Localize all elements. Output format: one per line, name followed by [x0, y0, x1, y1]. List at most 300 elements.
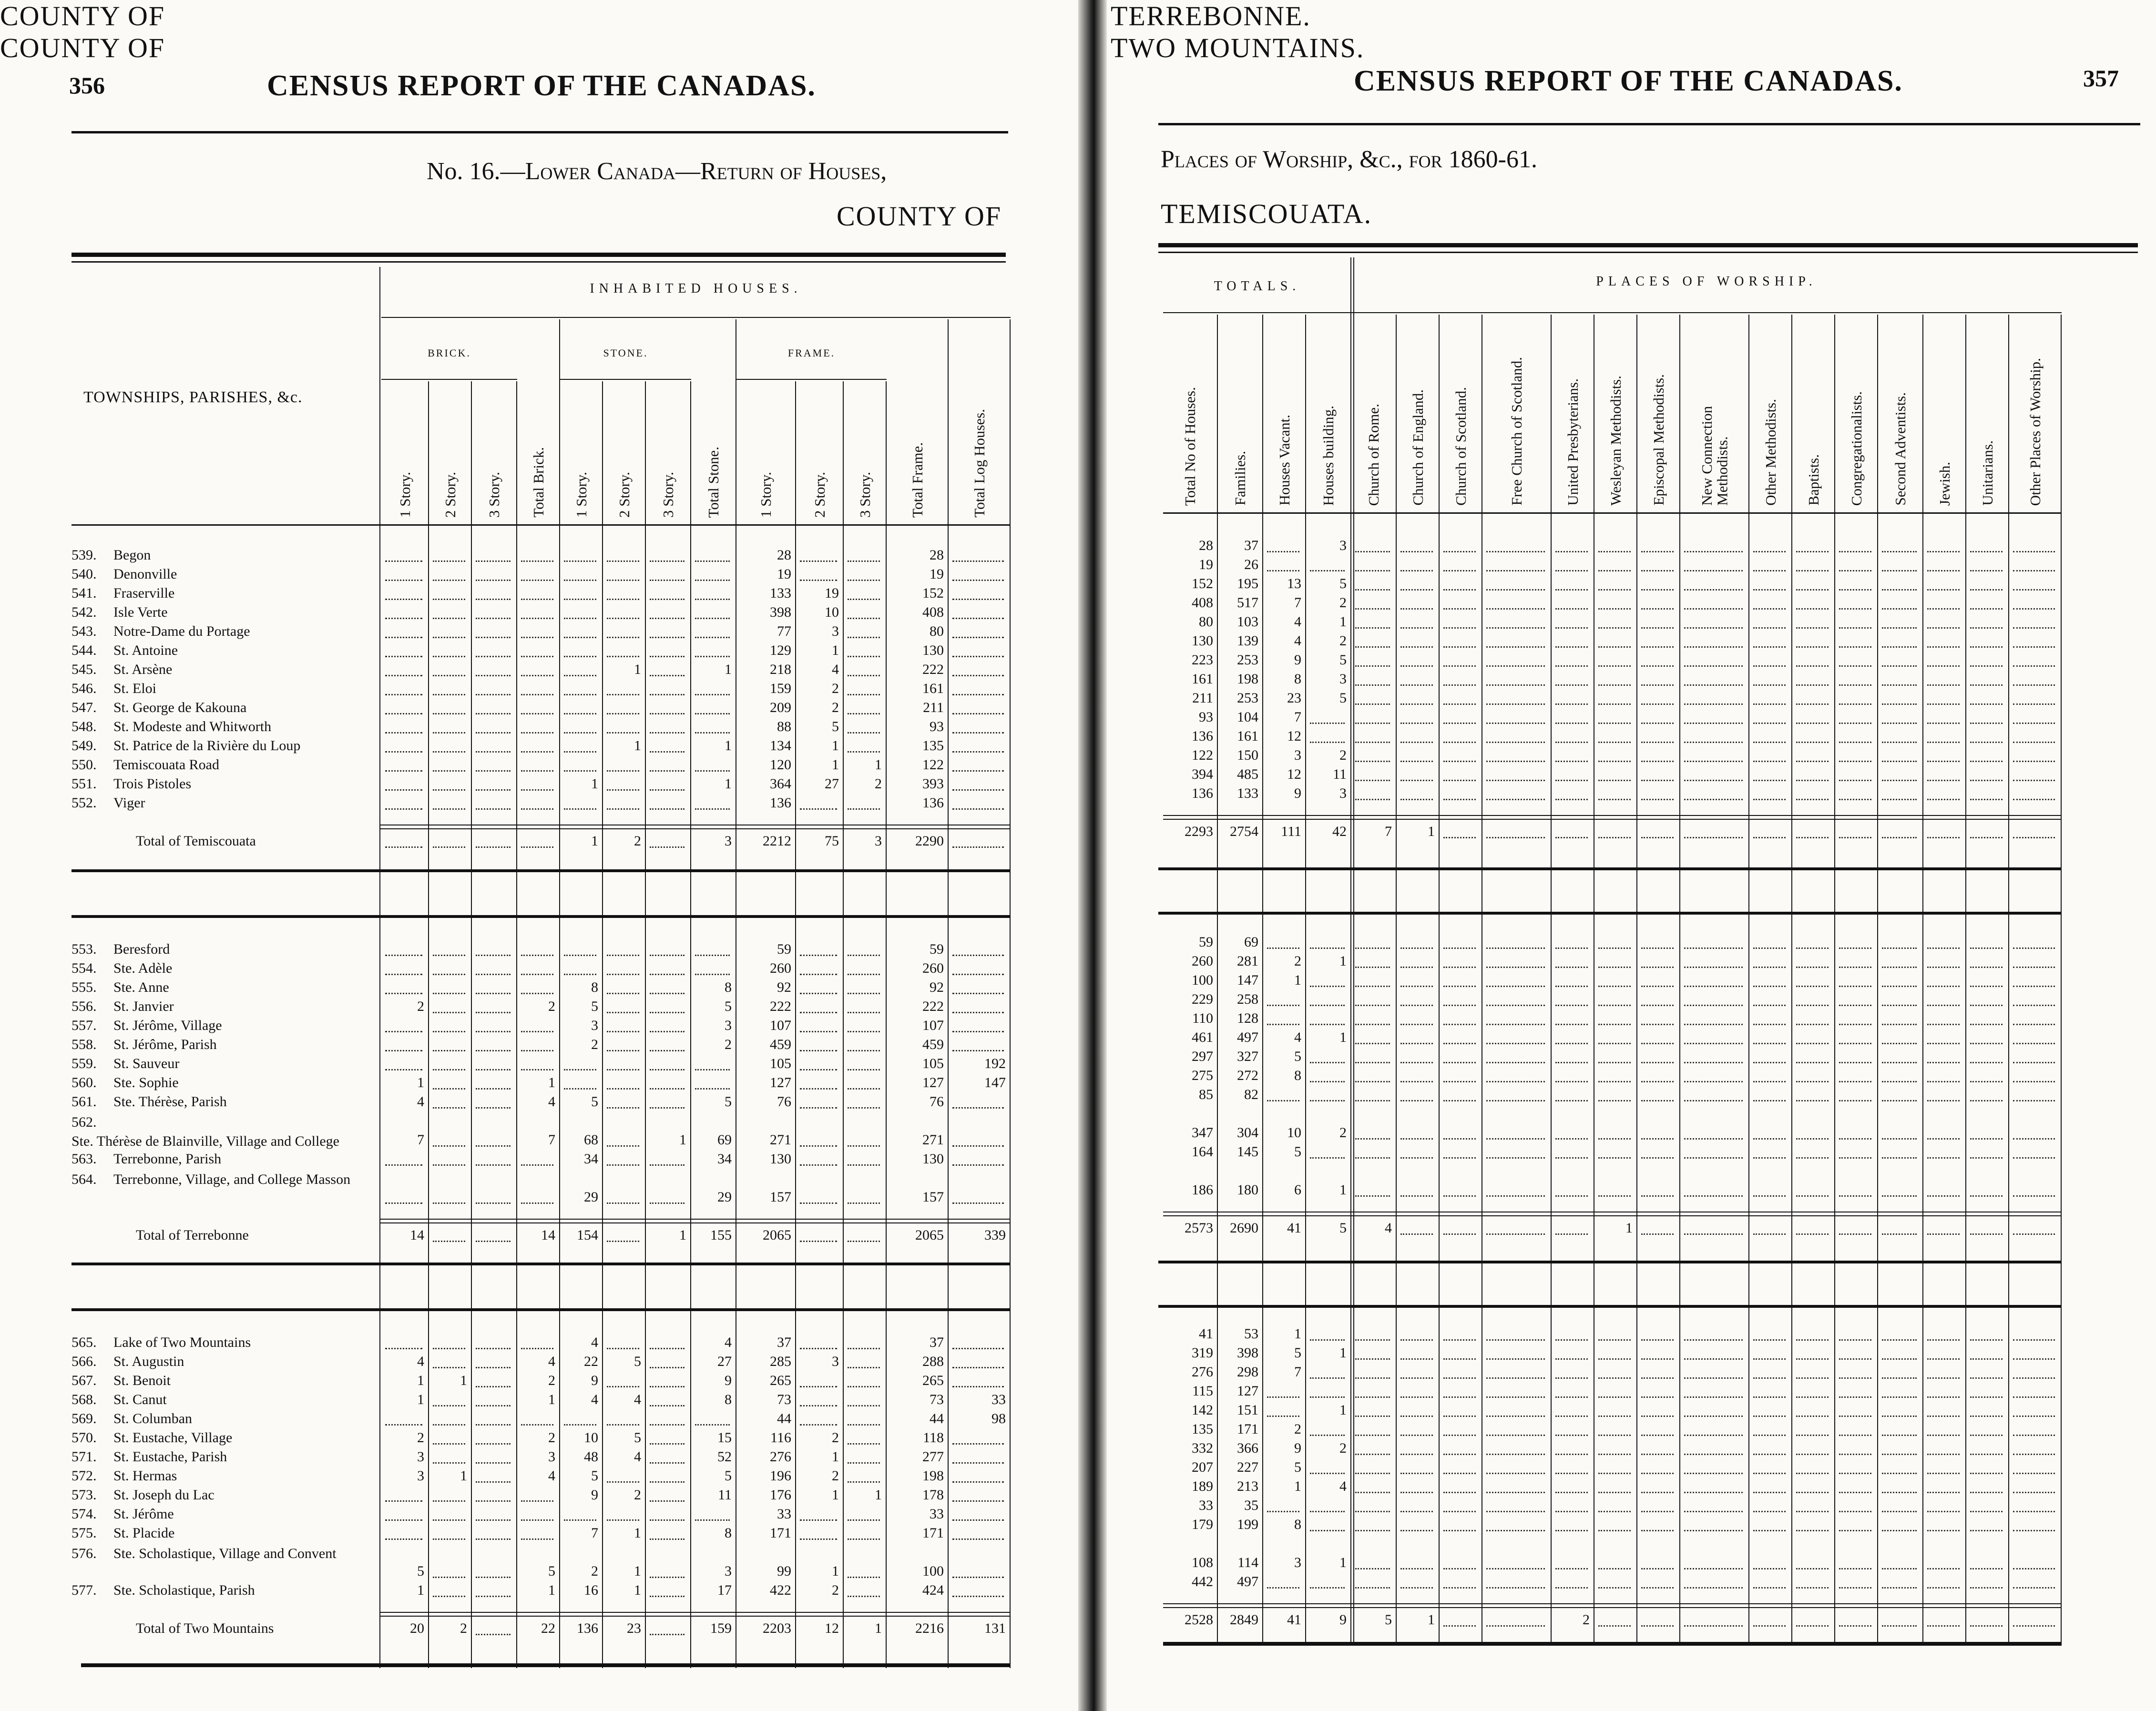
- row-number-1-11: 564.: [72, 1171, 97, 1187]
- cell-2-6-4: 48: [584, 1449, 598, 1465]
- rblank-1-8-12: [1753, 1100, 1786, 1101]
- rblank-2-1-15: [1882, 1358, 1917, 1360]
- rblank-1-4-6: [1443, 1024, 1476, 1025]
- rblank-1-8-11: [1684, 1100, 1743, 1101]
- rblank-2-11-6: [1443, 1568, 1476, 1569]
- rblank-0-3-4: [1355, 608, 1390, 610]
- blank-2-4-6: [650, 1424, 685, 1426]
- rblank-0-9-13: [1796, 723, 1829, 724]
- cell-1-9-7: 69: [717, 1132, 732, 1148]
- rtotal-blank-0-10: [1641, 837, 1674, 838]
- row-label-2-5: [72, 1430, 377, 1446]
- rblank-2-1-9: [1598, 1358, 1631, 1360]
- rblank-2-12-5: [1400, 1587, 1433, 1589]
- rtotal-blank-0-12: [1753, 837, 1786, 838]
- rtotal-blank-2-10: [1641, 1625, 1674, 1627]
- rblank-1-1-7: [1486, 967, 1545, 968]
- rblank-1-3-14: [1839, 1005, 1871, 1006]
- rblank-2-2-15: [1882, 1377, 1917, 1379]
- rblank-2-0-13: [1796, 1339, 1829, 1341]
- rblank-2-8-10: [1641, 1492, 1674, 1493]
- cell-2-1-0: 4: [417, 1354, 424, 1369]
- rblank-1-11-11: [1684, 1195, 1743, 1197]
- rblank-0-13-8: [1555, 799, 1588, 800]
- rcell-2-6-3: 2: [1339, 1440, 1347, 1456]
- rcell-2-0-2: 1: [1294, 1326, 1301, 1342]
- rblank-1-4-10: [1641, 1024, 1674, 1025]
- rblank-0-1-12: [1753, 570, 1786, 571]
- blank-2-8-3: [521, 1500, 553, 1502]
- blank-2-8-2: [476, 1500, 511, 1502]
- cell-2-11-7: 3: [725, 1563, 732, 1579]
- rcell-0-6-2: 9: [1294, 652, 1301, 668]
- blank-0-11-7: [695, 770, 730, 772]
- rblank-0-13-12: [1753, 799, 1786, 800]
- rblank-0-0-2: [1267, 551, 1299, 552]
- blank-1-5-0: [385, 1050, 422, 1051]
- blank-0-3-5: [607, 618, 639, 619]
- total-cell-0-8: 2212: [763, 833, 791, 849]
- rblank-1-8-18: [2013, 1100, 2055, 1101]
- total-blank-0-2: [476, 846, 511, 848]
- rblank-1-1-9: [1598, 967, 1631, 968]
- cell-1-1-11: 260: [922, 960, 944, 976]
- row-label-2-2: [72, 1373, 377, 1389]
- rcell-2-11-3: 1: [1339, 1555, 1347, 1570]
- blank-0-4-7: [695, 637, 730, 638]
- blank-1-2-2: [476, 993, 511, 994]
- cell-2-8-10: 1: [875, 1487, 882, 1503]
- rblank-0-9-3: [1310, 723, 1345, 724]
- blank-2-6-2: [476, 1462, 511, 1464]
- rtotal-rule-a-2: [1163, 1603, 2062, 1604]
- rblank-2-5-12: [1753, 1435, 1786, 1436]
- rblank-2-4-18: [2013, 1416, 2055, 1417]
- right-bottom-rule: [1163, 1642, 2062, 1646]
- rblank-1-3-13: [1796, 1005, 1829, 1006]
- row-label-1-4: [72, 1018, 377, 1034]
- rblank-0-12-14: [1839, 780, 1871, 781]
- blank-0-12-1: [433, 789, 465, 791]
- rblank-2-5-15: [1882, 1435, 1917, 1436]
- rtotal-rule-b-2: [1163, 1607, 2062, 1608]
- rblank-1-0-15: [1882, 947, 1917, 949]
- row-number-0-7: 546.: [72, 681, 97, 696]
- rtotal-blank-1-18: [2013, 1233, 2055, 1235]
- rcounty-label-1: TERREBONNE.: [1111, 0, 1311, 31]
- blank-1-0-2: [476, 955, 511, 956]
- cell-1-7-11: 127: [922, 1075, 944, 1090]
- rblank-0-6-18: [2013, 665, 2055, 667]
- row-name-0-5: St. Antoine: [113, 642, 178, 658]
- rcell-0-8-0: 211: [1192, 690, 1213, 706]
- rblank-0-7-15: [1882, 684, 1917, 686]
- rblank-2-7-14: [1839, 1473, 1871, 1474]
- total-cell-2-7: 159: [710, 1620, 732, 1636]
- rtotal-blank-0-15: [1882, 837, 1917, 838]
- rcell-0-11-2: 3: [1294, 747, 1301, 763]
- rblank-2-2-3: [1310, 1377, 1345, 1379]
- blank-2-10-10: [848, 1538, 880, 1540]
- rblank-2-9-7: [1486, 1511, 1545, 1512]
- blank-2-9-0: [385, 1519, 422, 1521]
- rblank-0-5-17: [1970, 646, 2003, 648]
- group-rule: [381, 317, 1011, 318]
- rblank-1-0-13: [1796, 947, 1829, 949]
- rblank-2-8-13: [1796, 1492, 1829, 1493]
- rblank-0-6-16: [1927, 665, 1960, 667]
- rcell-0-10-2: 12: [1287, 728, 1301, 744]
- rtotal-cell-1-4: 4: [1385, 1220, 1392, 1236]
- rblank-0-11-18: [2013, 761, 2055, 762]
- rblank-1-3-17: [1970, 1005, 2003, 1006]
- rcol-header-7: [1482, 319, 1552, 506]
- total-blank-0-1: [433, 846, 465, 848]
- blank-0-3-10: [848, 618, 880, 619]
- blank-0-5-6: [650, 656, 685, 657]
- cell-2-0-11: 37: [930, 1334, 944, 1350]
- cell-0-1-11: 19: [930, 566, 944, 582]
- blank-0-9-12: [952, 732, 1004, 733]
- rcell-2-5-1: 171: [1237, 1421, 1258, 1437]
- row-label-0-12: [72, 776, 377, 792]
- blank-2-3-10: [848, 1405, 880, 1406]
- rblank-1-10-18: [2013, 1157, 2055, 1159]
- rblank-2-1-12: [1753, 1358, 1786, 1360]
- row-label-2-9: [72, 1506, 377, 1522]
- rblank-2-4-16: [1927, 1416, 1960, 1417]
- rblank-0-11-12: [1753, 761, 1786, 762]
- cell-2-11-4: 2: [591, 1563, 598, 1579]
- blank-0-9-2: [476, 732, 511, 733]
- blank-0-5-0: [385, 656, 422, 657]
- cell-2-6-5: 4: [634, 1449, 641, 1465]
- cell-0-1-8: 19: [777, 566, 791, 582]
- rblank-2-0-6: [1443, 1339, 1476, 1341]
- rblank-0-11-9: [1598, 761, 1631, 762]
- rblank-0-5-13: [1796, 646, 1829, 648]
- rblank-0-11-14: [1839, 761, 1871, 762]
- rblank-2-11-11: [1684, 1568, 1743, 1569]
- cell-2-11-11: 100: [922, 1563, 944, 1579]
- rblank-2-6-8: [1555, 1454, 1588, 1455]
- rblank-1-4-15: [1882, 1024, 1917, 1025]
- rblank-2-7-15: [1882, 1473, 1917, 1474]
- rblank-0-2-4: [1355, 589, 1390, 591]
- blank-1-4-0: [385, 1031, 422, 1032]
- blank-1-2-0: [385, 993, 422, 994]
- rblank-1-6-5: [1400, 1062, 1433, 1063]
- row-label-1-10: [72, 1151, 377, 1167]
- rblank-0-1-8: [1555, 570, 1588, 571]
- subgroup-stone-rule: [560, 379, 691, 380]
- cell-0-13-11: 136: [922, 795, 944, 811]
- rblank-1-3-9: [1598, 1005, 1631, 1006]
- rblank-2-5-13: [1796, 1435, 1829, 1436]
- row-label-0-13: [72, 795, 377, 811]
- blank-0-11-2: [476, 770, 511, 772]
- blank-2-12-2: [476, 1596, 511, 1597]
- blank-0-7-0: [385, 694, 422, 695]
- col-rule-12: [948, 319, 949, 1668]
- blank-0-2-12: [952, 599, 1004, 600]
- rblank-0-13-10: [1641, 799, 1674, 800]
- rcell-1-11-1: 180: [1237, 1182, 1258, 1198]
- cell-2-1-3: 4: [548, 1354, 555, 1369]
- rblank-0-6-5: [1400, 665, 1433, 667]
- rblank-2-10-5: [1400, 1530, 1433, 1531]
- rblank-0-8-4: [1355, 703, 1390, 705]
- col-header-text-8: 1 Story.: [757, 471, 775, 518]
- row-name-0-2: Fraserville: [113, 585, 175, 601]
- rblank-2-5-6: [1443, 1435, 1476, 1436]
- blank-1-11-1: [433, 1202, 465, 1204]
- blank-1-0-12: [952, 955, 1004, 956]
- blank-0-6-6: [650, 675, 685, 676]
- cell-2-4-12: 98: [991, 1411, 1006, 1426]
- rblank-2-1-8: [1555, 1358, 1588, 1360]
- blank-1-7-4: [564, 1088, 596, 1090]
- rblank-1-1-5: [1400, 967, 1433, 968]
- blank-1-8-10: [848, 1107, 880, 1109]
- blank-2-10-3: [521, 1538, 553, 1540]
- rblank-0-4-12: [1753, 627, 1786, 629]
- blank-2-2-6: [650, 1386, 685, 1387]
- row-name-2-6: St. Eustache, Parish: [113, 1449, 227, 1465]
- cell-2-6-8: 276: [770, 1449, 791, 1465]
- row-number-1-9: 562.: [72, 1114, 97, 1130]
- cell-2-3-11: 73: [930, 1392, 944, 1407]
- rblank-2-10-17: [1970, 1530, 2003, 1531]
- total-blank-2-6: [650, 1634, 685, 1635]
- rblank-0-1-2: [1267, 570, 1299, 571]
- rblank-0-9-9: [1598, 723, 1631, 724]
- cell-2-12-7: 17: [717, 1582, 732, 1598]
- cell-1-11-4: 29: [584, 1189, 598, 1205]
- rcol-header-18: [2009, 319, 2062, 506]
- row-name-2-8: St. Joseph du Lac: [113, 1487, 215, 1503]
- cell-1-8-0: 4: [417, 1094, 424, 1110]
- rcell-0-12-2: 12: [1287, 766, 1301, 782]
- row-name-1-3: St. Janvier: [113, 998, 174, 1014]
- rblank-2-2-6: [1443, 1377, 1476, 1379]
- blank-0-13-5: [607, 808, 639, 810]
- cell-0-0-8: 28: [777, 547, 791, 563]
- blank-0-2-7: [695, 599, 730, 600]
- rblank-0-3-14: [1839, 608, 1871, 610]
- rblank-1-3-10: [1641, 1005, 1674, 1006]
- blank-2-7-5: [607, 1481, 639, 1483]
- rblank-1-11-17: [1970, 1195, 2003, 1197]
- blank-1-6-7: [695, 1069, 730, 1070]
- blank-0-6-2: [476, 675, 511, 676]
- blank-0-3-12: [952, 618, 1004, 619]
- rblank-1-10-17: [1970, 1157, 2003, 1159]
- rblank-1-11-6: [1443, 1195, 1476, 1197]
- blank-2-11-10: [848, 1577, 880, 1578]
- rcol-header-12: [1749, 319, 1792, 506]
- blank-2-6-10: [848, 1462, 880, 1464]
- rblank-2-12-17: [1970, 1587, 2003, 1589]
- running-head-right: CENSUS REPORT OF THE CANADAS.: [1354, 65, 1903, 97]
- rblank-1-10-13: [1796, 1157, 1829, 1159]
- rblank-0-7-8: [1555, 684, 1588, 686]
- cell-2-2-3: 2: [548, 1373, 555, 1388]
- rcell-0-5-1: 139: [1237, 633, 1258, 649]
- blank-2-7-6: [650, 1481, 685, 1483]
- row-label-0-10: [72, 738, 377, 754]
- rblank-0-0-10: [1641, 551, 1674, 552]
- rblank-1-11-16: [1927, 1195, 1960, 1197]
- row-label-2-1: [72, 1354, 377, 1370]
- rblank-1-5-4: [1355, 1043, 1390, 1044]
- blank-0-11-4: [564, 770, 596, 772]
- rblank-2-5-8: [1555, 1435, 1588, 1436]
- blank-1-8-5: [607, 1107, 639, 1109]
- rblank-0-10-7: [1486, 742, 1545, 743]
- blank-0-2-3: [521, 599, 553, 600]
- rcol-header-3: [1306, 319, 1351, 506]
- rblank-1-3-7: [1486, 1005, 1545, 1006]
- rblank-2-6-6: [1443, 1454, 1476, 1455]
- rcell-1-4-0: 110: [1192, 1010, 1213, 1026]
- rblank-0-8-13: [1796, 703, 1829, 705]
- blank-0-2-1: [433, 599, 465, 600]
- rcell-2-7-0: 207: [1192, 1459, 1213, 1475]
- row-number-0-2: 541.: [72, 585, 97, 601]
- blank-2-6-1: [433, 1462, 465, 1464]
- blank-2-5-1: [433, 1443, 465, 1445]
- rblank-2-7-9: [1598, 1473, 1631, 1474]
- blank-2-0-12: [952, 1348, 1004, 1349]
- rcell-2-0-1: 53: [1244, 1326, 1258, 1342]
- cell-0-13-8: 136: [770, 795, 791, 811]
- cell-1-4-7: 3: [725, 1018, 732, 1033]
- rcell-2-1-1: 398: [1237, 1345, 1258, 1361]
- cell-2-2-4: 9: [591, 1373, 598, 1388]
- cell-2-3-12: 33: [991, 1392, 1006, 1407]
- rtotal-blank-2-16: [1927, 1625, 1960, 1627]
- rblank-2-3-18: [2013, 1396, 2055, 1398]
- rtotal-blank-0-17: [1970, 837, 2003, 838]
- rcol-header-6: [1440, 319, 1482, 506]
- rcell-2-11-0: 108: [1192, 1555, 1213, 1570]
- cell-1-11-7: 29: [717, 1189, 732, 1205]
- rblank-1-1-6: [1443, 967, 1476, 968]
- cell-2-1-4: 22: [584, 1354, 598, 1369]
- cell-1-5-8: 459: [770, 1037, 791, 1052]
- blank-0-0-12: [952, 560, 1004, 562]
- running-head-left: CENSUS REPORT OF THE CANADAS.: [267, 70, 816, 102]
- rblank-0-5-8: [1555, 646, 1588, 648]
- blank-2-9-7: [695, 1519, 730, 1521]
- rcell-2-6-2: 9: [1294, 1440, 1301, 1456]
- row-name-1-11: Terrebonne, Village, and College Masson: [113, 1171, 351, 1187]
- cell-1-7-3: 1: [548, 1075, 555, 1090]
- rcell-1-2-2: 1: [1294, 972, 1301, 988]
- cell-0-7-11: 161: [922, 681, 944, 696]
- rblank-1-7-14: [1839, 1081, 1871, 1082]
- blank-1-5-1: [433, 1050, 465, 1051]
- col-header-10: [844, 384, 887, 518]
- rblank-2-11-15: [1882, 1568, 1917, 1569]
- blank-0-6-1: [433, 675, 465, 676]
- blank-1-7-6: [650, 1088, 685, 1090]
- rtotal-cell-0-0: 2293: [1185, 824, 1213, 839]
- rblank-0-5-18: [2013, 646, 2055, 648]
- blank-2-5-2: [476, 1443, 511, 1445]
- rcell-0-7-0: 161: [1192, 671, 1213, 687]
- cell-0-10-11: 135: [922, 738, 944, 754]
- rblank-0-0-11: [1684, 551, 1743, 552]
- blank-1-3-2: [476, 1012, 511, 1013]
- blank-0-3-7: [695, 618, 730, 619]
- rcell-1-4-1: 128: [1237, 1010, 1258, 1026]
- rblank-0-5-11: [1684, 646, 1743, 648]
- rcell-2-10-0: 179: [1192, 1517, 1213, 1532]
- county-of-label-2: COUNTY OF: [0, 32, 165, 63]
- blank-0-0-1: [433, 560, 465, 562]
- rblank-0-3-15: [1882, 608, 1917, 610]
- rcell-2-7-1: 227: [1237, 1459, 1258, 1475]
- rblank-0-1-17: [1970, 570, 2003, 571]
- blank-0-8-6: [650, 713, 685, 714]
- cell-1-8-7: 5: [725, 1094, 732, 1110]
- blank-0-5-7: [695, 656, 730, 657]
- rblank-1-0-9: [1598, 947, 1631, 949]
- row-label-0-8: [72, 700, 377, 716]
- cell-1-8-3: 4: [548, 1094, 555, 1110]
- row-label-1-11: [72, 1170, 377, 1189]
- rblank-2-1-13: [1796, 1358, 1829, 1360]
- rblank-2-6-13: [1796, 1454, 1829, 1455]
- rblank-0-4-5: [1400, 627, 1433, 629]
- blank-1-2-9: [800, 993, 837, 994]
- total-rule-b-0: [379, 828, 1011, 829]
- rcell-0-13-3: 3: [1339, 785, 1347, 801]
- rblank-2-4-12: [1753, 1416, 1786, 1417]
- row-label-0-0: [72, 547, 377, 563]
- rblank-2-2-10: [1641, 1377, 1674, 1379]
- rcell-0-10-1: 161: [1237, 728, 1258, 744]
- total-cell-2-12: 131: [984, 1620, 1006, 1636]
- rblank-1-9-7: [1486, 1138, 1545, 1140]
- rblank-0-10-17: [1970, 742, 2003, 743]
- rtotal-blank-2-9: [1598, 1625, 1631, 1627]
- rcell-2-3-1: 127: [1237, 1383, 1258, 1399]
- cell-1-8-4: 5: [591, 1094, 598, 1110]
- row-label-2-3: [72, 1392, 377, 1408]
- rblank-1-9-9: [1598, 1138, 1631, 1140]
- rblank-0-10-14: [1839, 742, 1871, 743]
- rblank-0-11-16: [1927, 761, 1960, 762]
- rblank-2-3-17: [1970, 1396, 2003, 1398]
- blank-0-9-3: [521, 732, 553, 733]
- blank-1-1-1: [433, 974, 465, 975]
- blank-1-8-1: [433, 1107, 465, 1109]
- rcell-1-6-2: 5: [1294, 1049, 1301, 1064]
- rblank-0-8-10: [1641, 703, 1674, 705]
- rblank-0-12-16: [1927, 780, 1960, 781]
- rblank-2-2-12: [1753, 1377, 1786, 1379]
- rblank-0-1-5: [1400, 570, 1433, 571]
- rblank-2-11-17: [1970, 1568, 2003, 1569]
- rblank-0-3-6: [1443, 608, 1476, 610]
- rcell-1-9-2: 10: [1287, 1125, 1301, 1141]
- blank-0-9-6: [650, 732, 685, 733]
- cell-0-12-11: 393: [922, 776, 944, 792]
- blank-1-0-4: [564, 955, 596, 956]
